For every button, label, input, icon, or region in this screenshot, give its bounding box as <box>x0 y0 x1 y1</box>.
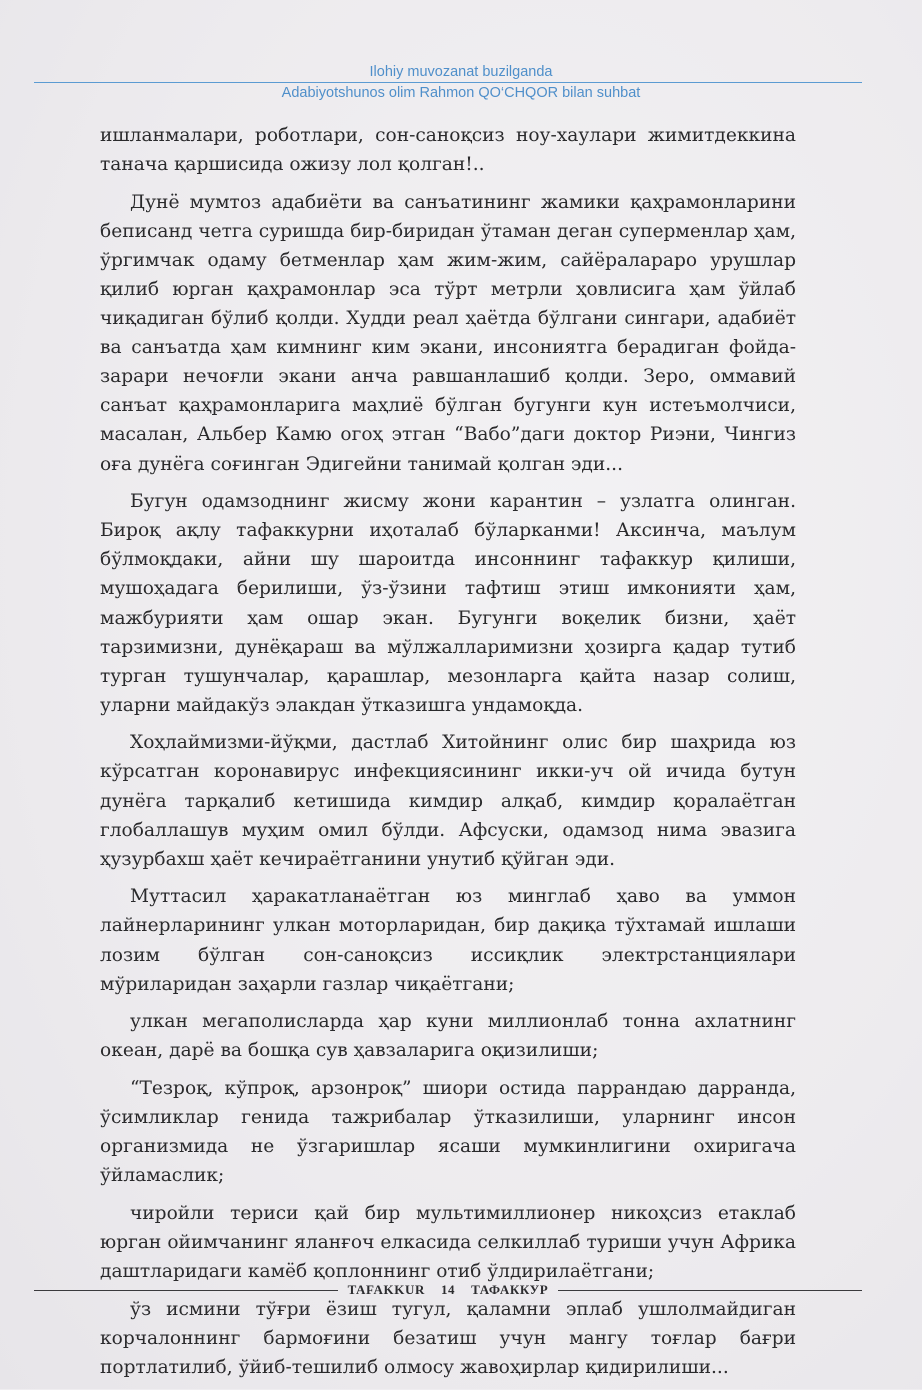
running-header-title: Ilohiy muvozanat buzilganda <box>369 64 553 80</box>
page-number: 14 <box>440 1282 456 1297</box>
article-body <box>100 121 796 1390</box>
paragraph: Бугун одамзоднинг жисму жони карантин – узлатга олинган. Бироқ ақлу тафаккурни иҳоталаб бўларканми! Аксинча, маълум бўлмоқдаки, айни шу шароитда инсоннинг тафаккур қилиши, мушоҳадага берилиши, ўз-ўзини тафтиш этиш имконияти ҳам, мажбурияти ҳам ошар экан. Бугунги воқелик бизни, ҳаёт тарзимизни, дунёқараш ва мўлжалларимизни ҳозирга қадар тутиб турган тушунчалар, қарашлар, мезонларга қайта назар солиш, уларни майдакўз элакдан ўтказишга ундамоқда. <box>100 491 796 716</box>
footer-label-latin: TAFAKKUR <box>347 1282 425 1297</box>
paragraph: чиройли териси қай бир мультимиллионер никоҳсиз етаклаб юрган ойимчанинг яланғоч елкасида селкиллаб туриши учун Африка даштларидаги камёб қоплоннинг отиб ўлдирилаётгани; <box>100 1202 796 1282</box>
footer-rule-right <box>558 1290 862 1291</box>
paragraph: Дунё мумтоз адабиёти ва санъатининг жамики қаҳрамонларини беписанд четга суришда бир-биридан ўтаман деган суперменлар ҳам, ўргимчак одаму бетменлар ҳам жим-жим, сайёралараро урушлар қилиб юрган қаҳрамонлар эса тўрт метрли ҳовлисига ҳам ўйлаб чиқадиган бўлиб қолди. Худди реал ҳаётда бўлгани сингари, адабиёт ва санъатда ҳам кимнинг ким экани, инсониятга берадиган фойда-зарари нечоғли экани анча равшанлашиб қолди. Зеро, оммавий санъат қаҳрамонларига маҳлиё бўлган бугунги кун истеъмолчиси, масалан, Альбер Камю огоҳ этган “Вабо”даги доктор Риэни, Чингиз оға дунёга соғинган Эдигейни танимай қолган эди... <box>100 191 796 475</box>
paragraph: “Тезроқ, кўпроқ, арзонроқ” шиори остида паррандаю дарранда, ўсимликлар генида тажрибалар ўтказилиши, уларнинг инсон организмида не ўзгаришлар ясаши мумкинлигини охиригача ўйламаслик; <box>100 1077 796 1187</box>
paragraph: Муттасил ҳаракатланаётган юз минглаб ҳаво ва уммон лайнерларининг улкан моторларидан, бир дақиқа тўхтамай ишлаши лозим бўлган сон-саноқсиз иссиқлик электрстанциялари мўриларидан заҳарли газлар чиқаётгани; <box>100 886 796 995</box>
running-header-subtitle: Adabiyotshunos olim Rahmon QO‘CHQOR bilan suhbat <box>281 85 641 101</box>
page-footer <box>34 1279 862 1301</box>
paragraph: Хоҳлаймизми-йўқми, дастлаб Хитойнинг олис бир шаҳрида юз кўрсатган коронавирус инфекциясининг икки-уч ой ичида бутун дунёга тарқалиб кетишида кимдир алқаб, кимдир қоралаётган глобаллашув муҳим омил бўлди. Афсуски, одамзод нима эвазига ҳузурбахш ҳаёт кечираётганини унутиб қўйган эди. <box>100 732 796 870</box>
header-divider <box>34 82 862 83</box>
paragraph: ўз исмини тўғри ёзиш тугул, қаламни эплаб ушлолмайдиган корчалоннинг бармоғини безатиш учун мангу тоғлар бағри портлатилиб, ўйиб-тешилиб олмосу жавоҳирлар қидирилиши... <box>100 1298 796 1378</box>
footer-label-cyrillic: ТАФАККУР <box>471 1282 549 1297</box>
paragraph-continuation: ишланмалари, роботлари, сон-саноқсиз ноу-хаулари жимитдеккина танача қаршисида ожизу лол қолган!.. <box>100 125 796 176</box>
footer-rule-left <box>34 1290 338 1291</box>
paragraph: улкан мегаполисларда ҳар куни миллионлаб тонна ахлатнинг океан, дарё ва бошқа сув ҳавзаларига оқизилиши; <box>100 1011 796 1062</box>
